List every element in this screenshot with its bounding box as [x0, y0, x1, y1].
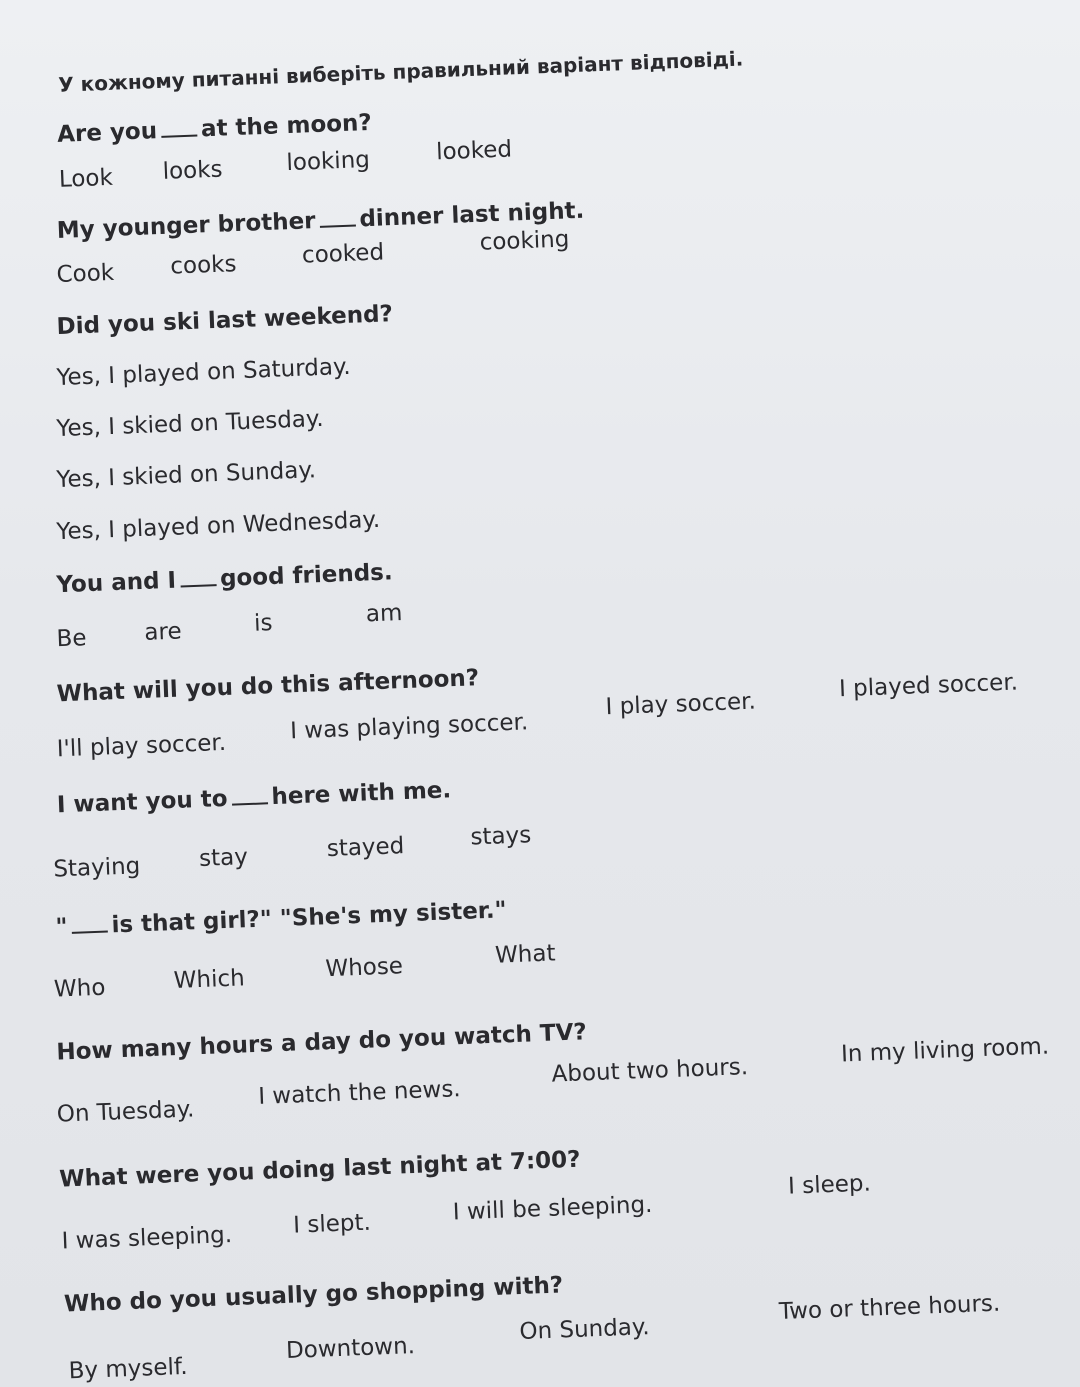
- q1-option-a[interactable]: Look: [58, 164, 114, 193]
- q4-option-a[interactable]: Be: [56, 625, 87, 653]
- question-1-after: at the moon?: [200, 109, 373, 143]
- q10-option-a[interactable]: By myself.: [68, 1353, 189, 1385]
- question-6-before: I want you to: [56, 785, 229, 819]
- q5-option-a[interactable]: I'll play soccer.: [56, 729, 227, 763]
- q10-option-d[interactable]: Two or three hours.: [778, 1290, 1001, 1326]
- q5-option-b[interactable]: I was playing soccer.: [289, 709, 529, 745]
- q3-option-d[interactable]: Yes, I played on Wednesday.: [55, 506, 381, 546]
- answer-blank: [320, 224, 356, 228]
- q6-option-d[interactable]: stays: [469, 822, 532, 851]
- question-6: [57, 779, 452, 817]
- q10-option-c[interactable]: On Sunday.: [519, 1314, 651, 1346]
- q7-option-c[interactable]: Whose: [324, 953, 404, 983]
- q3-option-c[interactable]: Yes, I skied on Sunday.: [55, 457, 317, 494]
- answer-blank: [232, 801, 268, 805]
- question-10: Who do you usually go shopping with?: [63, 1272, 564, 1318]
- question-3: Did you ski last weekend?: [56, 301, 394, 341]
- question-1-before: Are you: [56, 118, 158, 148]
- question-4-before: You and I: [56, 567, 177, 599]
- q8-option-c[interactable]: About two hours.: [551, 1054, 749, 1088]
- q9-option-b[interactable]: I slept.: [292, 1209, 372, 1239]
- q6-option-c[interactable]: stayed: [326, 833, 405, 863]
- q2-option-c[interactable]: cooked: [301, 239, 385, 269]
- question-2-after: dinner last night.: [358, 197, 585, 233]
- q3-option-b[interactable]: Yes, I skied on Tuesday.: [56, 405, 324, 443]
- question-7-after: is that girl?" "She's my sister.": [111, 897, 508, 939]
- answer-blank: [161, 134, 197, 138]
- q1-option-b[interactable]: looks: [162, 156, 224, 185]
- q10-option-b[interactable]: Downtown.: [285, 1333, 416, 1365]
- question-9: What were you doing last night at 7:00?: [58, 1146, 581, 1193]
- q7-option-d[interactable]: What: [494, 940, 556, 969]
- q8-option-d[interactable]: In my living room.: [840, 1033, 1050, 1068]
- q9-option-c[interactable]: I will be sleeping.: [452, 1191, 653, 1226]
- q6-option-b[interactable]: stay: [198, 844, 249, 872]
- q8-option-a[interactable]: On Tuesday.: [56, 1096, 195, 1128]
- answer-blank: [180, 583, 216, 587]
- q2-option-d[interactable]: cooking: [479, 226, 570, 256]
- q4-option-b[interactable]: are: [143, 618, 183, 646]
- instruction-text: У кожному питанні виберіть правильний варіант відповіді.: [57, 46, 744, 97]
- q6-option-a[interactable]: Staying: [52, 853, 141, 883]
- q1-option-c[interactable]: looking: [285, 146, 371, 177]
- question-7: [55, 899, 507, 939]
- question-5: What will you do this afternoon?: [56, 665, 480, 708]
- question-4-after: good friends.: [219, 559, 394, 592]
- q8-option-b[interactable]: I watch the news.: [257, 1076, 462, 1110]
- q4-option-c[interactable]: is: [253, 610, 273, 637]
- question-1: [56, 109, 373, 148]
- q2-option-a[interactable]: Cook: [56, 259, 115, 289]
- q7-option-a[interactable]: Who: [53, 974, 106, 1003]
- q9-option-d[interactable]: I sleep.: [787, 1170, 872, 1200]
- answer-blank: [72, 930, 108, 934]
- q3-option-a[interactable]: Yes, I played on Saturday.: [56, 353, 352, 392]
- q4-option-d[interactable]: am: [365, 600, 403, 628]
- question-4: [56, 561, 393, 597]
- q9-option-a[interactable]: I was sleeping.: [61, 1222, 233, 1255]
- question-7-before: ": [55, 914, 69, 941]
- question-6-after: here with me.: [270, 777, 452, 811]
- question-2-before: My younger brother: [56, 208, 316, 244]
- q2-option-b[interactable]: cooks: [169, 251, 237, 280]
- q5-option-d[interactable]: I played soccer.: [838, 669, 1019, 703]
- q1-option-d[interactable]: looked: [435, 136, 513, 166]
- question-8: How many hours a day do you watch TV?: [55, 1019, 588, 1066]
- q5-option-c[interactable]: I play soccer.: [605, 688, 757, 721]
- q7-option-b[interactable]: Which: [173, 965, 246, 995]
